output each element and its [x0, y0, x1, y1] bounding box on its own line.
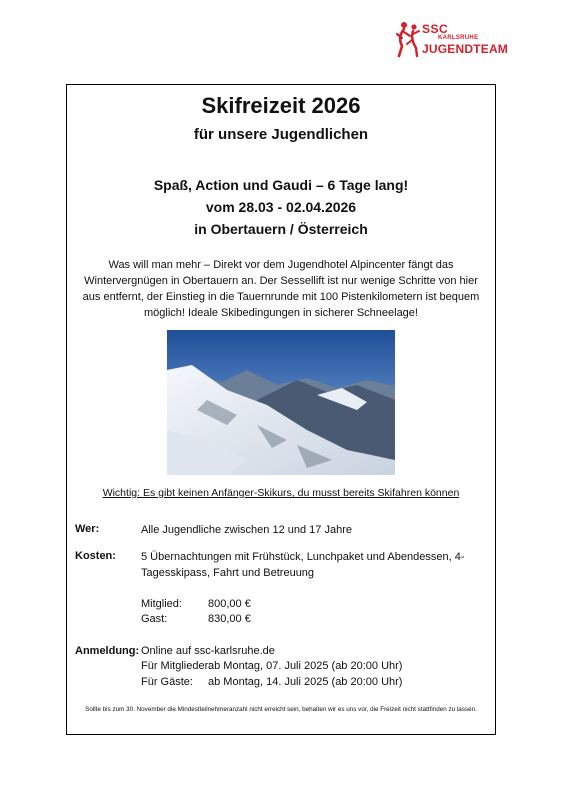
costs-label: Kosten: [75, 550, 116, 562]
registration-label: Anmeldung: [75, 645, 140, 657]
registration-members-value: ab Montag, 07. Juli 2025 (ab 20:00 Uhr) [208, 660, 403, 672]
registration-members-label: Für Mitglieder: [141, 660, 212, 672]
page-subtitle: für unsere Jugendlichen [193, 126, 369, 143]
guest-price-label: Gast: [141, 613, 168, 625]
costs-value: 5 Übernachtungen mit Frühstück, Lunchpaket und Abendessen, 4-Tagesskipass, Fahrt und Betreuung [141, 551, 465, 579]
flyer-frame [66, 84, 496, 735]
ssc-logo [395, 20, 509, 60]
logo-text-ssc: SSC [422, 22, 449, 36]
footnote: Sollte bis zum 30. November die Mindestteilnehmeranzahl nicht erreicht sein, behalten wir es uns vor, die Freizeit nicht stattfinden zu lassen. [85, 706, 477, 713]
logo-text-city: KARLSRUHE [438, 35, 479, 41]
registration-value: Online auf ssc-karlsruhe.de [141, 645, 275, 657]
beginner-notice: Wichtig: Es gibt keinen Anfänger-Skikurs, du musst bereits Skifahren können [102, 487, 460, 499]
intro-paragraph: Was will man mehr – Direkt vor dem Jugendhotel Alpincenter fängt das Wintervergnügen in Obertauern an. Der Sessellift ist nur wenige Schritte von hier aus entfernt, der Einstieg in die Tauernrunde mit 100 Pistenkilometern ist bequem möglich! Ideale Skibedingungen in sicherer Schneelage! [82, 259, 480, 319]
member-price-value: 800,00 € [208, 598, 251, 610]
headline-location: in Obertauern / Österreich [194, 221, 368, 237]
mountain-photo [167, 330, 395, 475]
logo-text-team: JUGENDTEAM [422, 42, 509, 56]
athletes-logo-icon [395, 20, 423, 58]
registration-guests-label: Für Gäste: [141, 676, 193, 688]
page-title: Skifreizeit 2026 [201, 93, 361, 118]
guest-price-value: 830,00 € [208, 613, 251, 625]
headline-fun: Spaß, Action und Gaudi – 6 Tage lang! [153, 177, 409, 193]
member-price-label: Mitglied: [141, 598, 182, 610]
headline-dates: vom 28.03 - 02.04.2026 [205, 199, 357, 215]
who-value: Alle Jugendliche zwischen 12 und 17 Jahre [141, 524, 352, 536]
who-label: Wer: [75, 523, 100, 535]
registration-guests-value: ab Montag, 14. Juli 2025 (ab 20:00 Uhr) [208, 676, 403, 688]
